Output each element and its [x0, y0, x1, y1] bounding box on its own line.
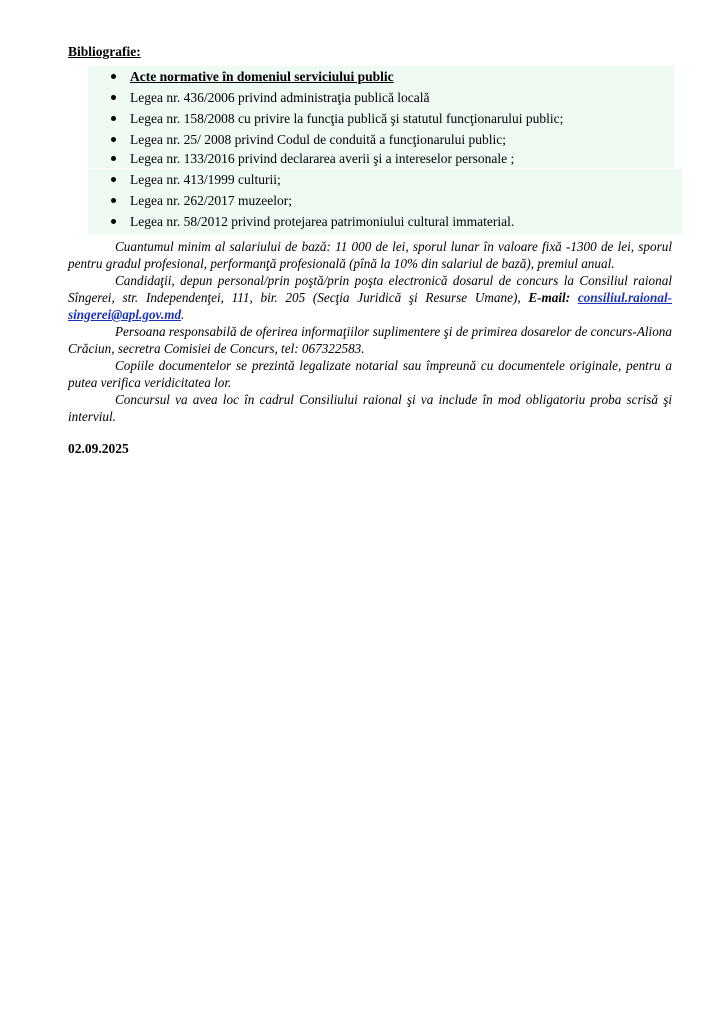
list-item: Legea nr. 436/2006 privind administraţia publică locală	[88, 87, 674, 108]
bibliography-heading: Bibliografie:	[68, 44, 141, 59]
email-label: E-mail:	[528, 290, 571, 305]
list-item: Legea nr. 25/ 2008 privind Codul de conduită a funcţionarului public;	[88, 129, 674, 150]
contest-paragraph: Concursul va avea loc în cadrul Consiliului raional şi va include în mod obligatoriu proba scrisă şi interviul.	[68, 392, 672, 424]
bibliography-list-block-2	[88, 148, 674, 168]
bibliography-list-block-1	[88, 66, 674, 148]
document-date: 02.09.2025	[68, 441, 129, 456]
contact-paragraph: Persoana responsabilă de oferirea informaţiilor suplimentere şi de primirea dosarelor de concurs-Aliona Crăciun, secretra Comisiei de Concurs, tel: 067322583.	[68, 324, 672, 356]
list-item-heading: Acte normative în domeniul serviciului public	[88, 66, 674, 87]
list-item: Legea nr. 413/1999 culturii;	[88, 169, 682, 190]
salary-paragraph: Cuantumul minim al salariului de bază: 11 000 de lei, sporul lunar în valoare fixă -1300 de lei, sporul pentru gradul profesional, performanţă profesională (pînă la 10% din salariul de bază), premiul anual.	[68, 239, 672, 271]
list-item: Legea nr. 58/2012 privind protejarea patrimoniului cultural immaterial.	[88, 211, 682, 232]
list-item: Legea nr. 158/2008 cu privire la funcţia publică şi statutul funcţionarului public;	[88, 108, 674, 129]
list-item: Legea nr. 133/2016 privind declararea averii şi a intereselor personale ;	[88, 148, 674, 169]
application-text: Candidaţii, depun personal/prin poştă/prin poşta electronică dosarul de concurs la Consiliul raional Sîngerei, str. Independenţei, 111, bir. 205 (Secţia Juridică şi Resurse Umane),	[68, 273, 672, 305]
bibliography-list-block-3	[88, 169, 682, 235]
list-item: Legea nr. 262/2017 muzeelor;	[88, 190, 682, 211]
application-paragraph	[68, 272, 672, 323]
application-end: .	[181, 307, 185, 322]
email-link[interactable]: consiliul.raional-singerei@apl.gov.md	[68, 290, 672, 322]
copies-paragraph: Copiile documentelor se prezintă legalizate notarial sau împreună cu documentele originale, pentru a putea verifica veridicitatea lor.	[68, 358, 672, 390]
